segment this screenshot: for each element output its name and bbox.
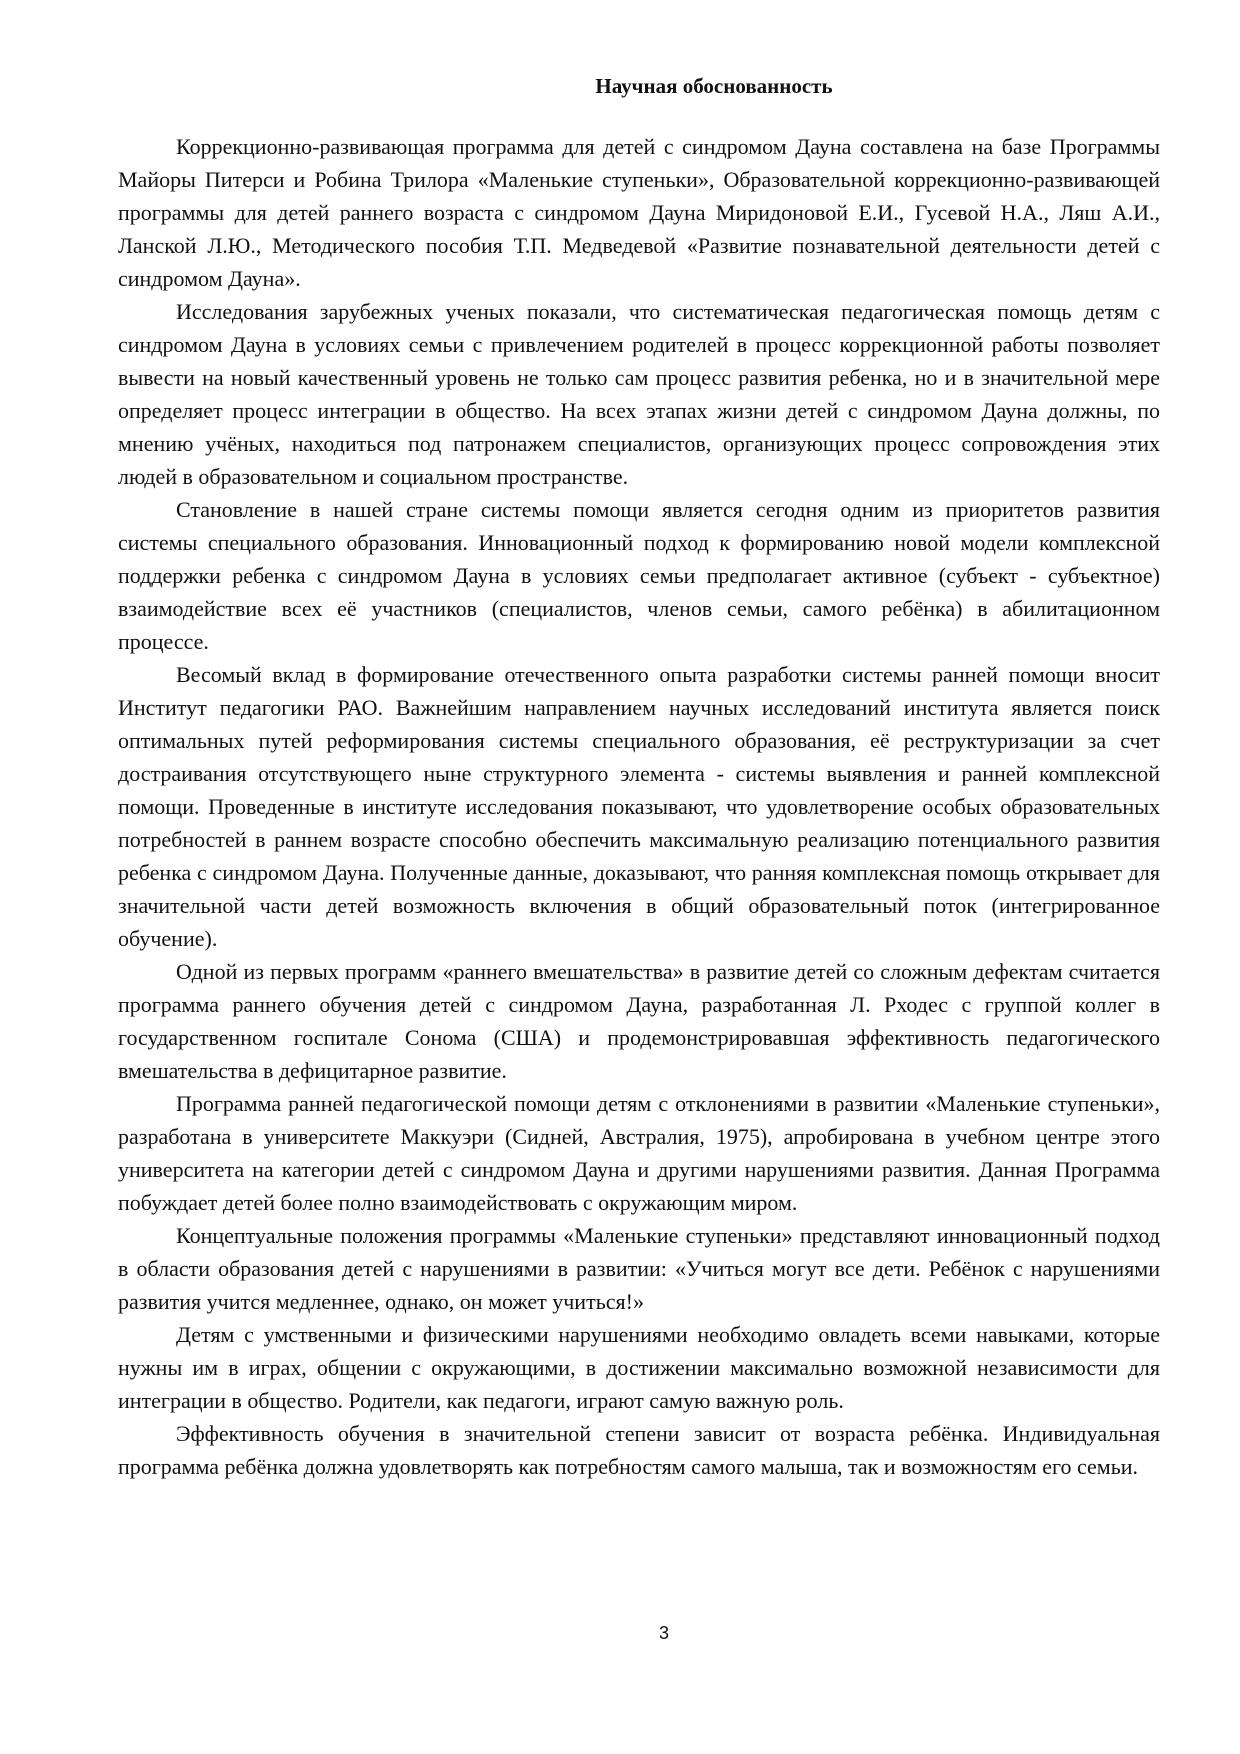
- paragraph-4: Весомый вклад в формирование отечественного опыта разработки системы ранней помощи вносит Институт педагогики РАО. Важнейшим направлением научных исследований института является поиск оптимальных путей реформирования системы специального образования, её реструктуризации за счет достраивания отсутствующего ныне структурного элемента - системы выявления и ранней комплексной помощи. Проведенные в институте исследования показывают, что удовлетворение особых образовательных потребностей в раннем возрасте способно обеспечить максимальную реализацию потенциального развития ребенка с синдромом Дауна. Полученные данные, доказывают, что ранняя комплексная помощь открывает для значительной части детей возможность включения в общий образовательный поток (интегрированное обучение).: [118, 662, 1160, 951]
- paragraph-8: Детям с умственными и физическими нарушениями необходимо овладеть всеми навыками, которые нужны им в играх, общении с окружающими, в достижении максимально возможной независимости для интеграции в общество. Родители, как педагоги, играют самую важную роль.: [118, 1322, 1160, 1413]
- paragraph-9: Эффективность обучения в значительной степени зависит от возраста ребёнка. Индивидуальная программа ребёнка должна удовлетворять как потребностям самого малыша, так и возможностям его семьи.: [118, 1421, 1160, 1479]
- document-page: [118, 72, 1160, 1483]
- paragraph-1: Коррекционно-развивающая программа для детей с синдромом Дауна составлена на базе Программы Майоры Питерси и Робина Трилора «Маленькие ступеньки», Образовательной коррекционно-развивающей программы для детей раннего возраста с синдромом Дауна Миридоновой Е.И., Гусевой Н.А., Ляш А.И., Ланской Л.Ю., Методического пособия Т.П. Медведевой «Развитие познавательной деятельности детей с синдромом Дауна».: [118, 134, 1160, 291]
- paragraph-2: Исследования зарубежных ученых показали, что систематическая педагогическая помощь детям с синдромом Дауна в условиях семьи с привлечением родителей в процесс коррекционной работы позволяет вывести на новый качественный уровень не только сам процесс развития ребенка, но и в значительной мере определяет процесс интеграции в общество. На всех этапах жизни детей с синдромом Дауна должны, по мнению учёных, находиться под патронажем специалистов, организующих процесс сопровождения этих людей в образовательном и социальном пространстве.: [118, 299, 1160, 489]
- paragraph-6: Программа ранней педагогической помощи детям с отклонениями в развитии «Маленькие ступеньки», разработана в университете Маккуэри (Сидней, Австралия, 1975), апробирована в учебном центре этого университета на категории детей с синдромом Дауна и другими нарушениями развития. Данная Программа побуждает детей более полно взаимодействовать с окружающим миром.: [118, 1091, 1160, 1215]
- paragraph-5: Одной из первых программ «раннего вмешательства» в развитие детей со сложным дефектам считается программа раннего обучения детей с синдромом Дауна, разработанная Л. Рходес с группой коллег в государственном госпитале Сонома (США) и продемонстрировавшая эффективность педагогического вмешательства в дефицитарное развитие.: [118, 959, 1160, 1083]
- document-title: Научная обоснованность: [595, 74, 833, 98]
- paragraph-3: Становление в нашей стране системы помощи является сегодня одним из приоритетов развития системы специального образования. Инновационный подход к формированию новой модели комплексной поддержки ребенка с синдромом Дауна в условиях семьи предполагает активное (субъект - субъектное) взаимодействие всех её участников (специалистов, членов семьи, самого ребёнка) в абилитационном процессе.: [118, 497, 1160, 654]
- paragraph-7: Концептуальные положения программы «Маленькие ступеньки» представляют инновационный подход в области образования детей с нарушениями в развитии: «Учиться могут все дети. Ребёнок с нарушениями развития учится медленнее, однако, он может учиться!»: [118, 1223, 1160, 1314]
- page-number: 3: [658, 1623, 669, 1643]
